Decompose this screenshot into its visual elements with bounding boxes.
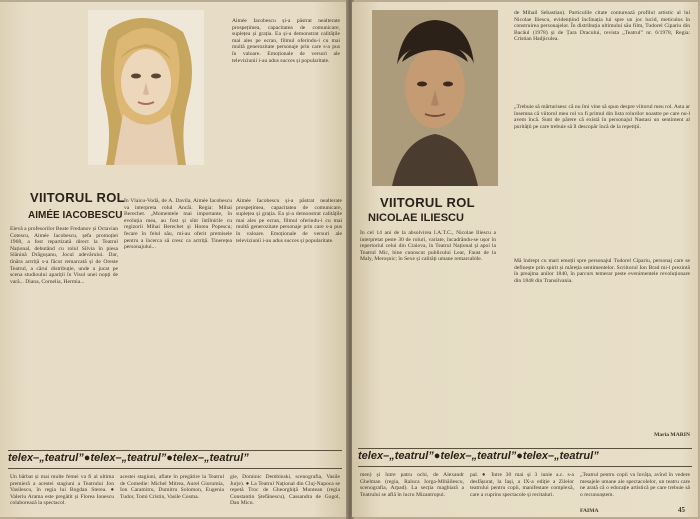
page-number: 45	[678, 506, 685, 514]
telex-bottom-rule	[358, 466, 692, 467]
intro-text: Elevă a profesorilor Beate Fredanov și Octavian Cotescu, Aimée Iacobescu, șefa promoției 1968, a fost repartizată direct la Teatrul Național, debutând cu rolul Silvia în piesa Slănină Drăgușanu, Jocul adevărului. Dar, tînăra actriță s-a făcut remarcată și de Oreste Teatrul, a cărui distribuție, unde a jucat pe scena studioului apariții în Visul unei nopți de vară... Diana, Cornelia, Hermia...	[10, 226, 118, 285]
middle-text-b: În Vlaicu-Vodă, de A. Davila, Aimée Iacobescu va interpreta rolul Ancăi. Regia: Mihai Berechet. „Momentele mai importante, în evoluția mea, au fost și sînt întîlnirile cu regizorii Mihai Berechet și Horea Popescu; fecare în felul său, mi-au oferit premisele pentru a încerca să cresc ca actriță. Tinerețea personajului...	[124, 198, 232, 251]
mid-right-column	[514, 104, 690, 254]
mid-right-text-b: Mă îndrept cu mari emoții spre personajul Tudorel Cipariu, personaj care se definește prin spirit și măreția sentimentelor. Scriitorul Ion Brad mi-l prezintă în preajma anilor 1840, în parcurs temerar peste evenimentele revoluționare din 1848 din Transilvania.	[514, 258, 690, 284]
bottom-column-1	[10, 474, 114, 516]
right-text: Aimée Iacobescu și-a păstrat nealterate prospețimea, capacitatea de comunicare, suplețea și grația. Ea și-a demonstrat calitățile mai ales pe ecran, filmul oferindu-i cu mai multă generozitate personaje prin care s-a pus în valoare. Emoționale de versuri ale televiziunii i-au adus succes și popularitate.	[236, 198, 342, 244]
bottom-text-2: pal. ● Între 30 mai și 3 iunie a.c. s-a desfășurat, la Iași, a IX-a ediție a Zilelor teatrului pentru copii, manifestare complexă, care a cuprins spectacole și recitaluri.	[470, 472, 574, 498]
bottom-column-1	[360, 472, 464, 516]
bottom-signature: FAIMA	[580, 508, 599, 514]
author-signature: Maria MARIN	[654, 432, 690, 438]
top-right-column	[514, 10, 690, 100]
bottom-column-3	[580, 472, 690, 506]
intro-column	[10, 226, 118, 448]
top-right-text: de Mihail Sebastian). Particulile citate conturează profilul artistic al lui Nicolae Iliescu, evidențiind înclinația lui spre un joc lucid, meticulos în construirea personajelor. În distribuția ultimului său film, Tudorel Cipariu din Bacăul (1978) și de Țara Dracului, revista „Teatrul” nr. 6/1978, Regia: Cristian Hadjiculea.	[514, 10, 690, 43]
telex-banner: telex–„teatrul”●telex–„teatrul”●telex–„teatrul”	[8, 452, 249, 464]
telex-bottom-rule	[8, 468, 342, 469]
right-page	[352, 2, 698, 517]
bottom-column-2	[120, 474, 224, 516]
portrait-nicolae-iliescu	[372, 10, 498, 186]
bottom-column-3	[230, 474, 340, 516]
telex-banner: telex–„teatrul”●telex–„teatrul”●telex–„teatrul”	[358, 450, 599, 462]
bottom-signature-block	[580, 506, 654, 515]
telex-top-rule	[358, 448, 692, 449]
right-column	[236, 198, 342, 448]
bottom-text-1: men) și între patru ochi, de Alexandr Ghelman (regia, Raluca Iorga-Mihăilescu, scenografia, Arpad). La secția maghiară a Teatrului se află în lucru Mizantropul.	[360, 472, 464, 498]
bottom-text-3: gie, Dominic Dembinski, scenografia, Vasile Jurje). ● La Teatrul Național din Cluj-Napoca se repetă Troc de Gheorghiță Muntean (regia Constantin Ștefănescu), Cassandra de Gogol, Dan Micu.	[230, 474, 340, 507]
bottom-text-3: „Teatrul pentru copii va învăța, avînd în vedere mesajele umane ale spectacolelor, un teatru care ne arată că o educație artistică pe care trebuie să o recunoaștem.	[580, 472, 690, 498]
rubric-title: VIITORUL ROL	[30, 190, 125, 205]
middle-column	[124, 198, 232, 448]
signature-block	[582, 430, 690, 440]
intro-text: În cel 14 ani de la absolvirea I.A.T.C., Nicolae Iliescu a interpretat peste 30 de roluri, variate, încadrându-se ușor în repertoriul celui din Craiova, în Teatrul Național și apoi la Teatrul Mic, bine cunoscut publicului Lear, Faust de la Maly, Meroșnic; în Sexe și calități umane remarcabile.	[360, 230, 496, 263]
bottom-text-2: acestei stagiuni, aflate în pregătire la Teatrul de Comedie: Michel Mitrea, Aurel Giurumia, Ion Caramitru, Dumitru Solomon, Eugenia Tudor, Tomi Cristin, Vasile Cosma.	[120, 474, 224, 500]
middle-column-top	[232, 18, 340, 190]
bottom-column-2	[470, 472, 574, 516]
middle-text-a: Aimée Iacobescu și-a păstrat nealterate prospețimea, capacitatea de comunicare, suplețea și grația. Ea și-a demonstrat calitățile mai ales pe ecran, filmul oferindu-i cu mai multă generozitate personaje prin care s-a pus în valoare. Emoționale de versuri ale televiziunii i-au adus succes și popularitate.	[232, 18, 340, 64]
intro-column	[360, 230, 496, 448]
portrait-aimee-iacobescu	[88, 10, 204, 165]
actor-name: NICOLAE ILIESCU	[368, 212, 464, 224]
left-page	[0, 2, 348, 517]
actor-name: AIMÉE IACOBESCU	[28, 210, 123, 221]
mid-right-text: „Trebuie să mărturisesc că nu îmi vine să spun despre viitorul meu rol. Asta ar însemna că viitorul meu rol va fi primul din lista rolurilor noastre pe care nu-l avem încă. Sunt de părere că există în personajul Nastasi un sentiment al purității pe care trebuie să îl descopăr încă de la repetiții.	[514, 104, 690, 130]
rubric-title: VIITORUL ROL	[380, 195, 475, 210]
telex-top-rule	[8, 450, 342, 451]
bottom-text-1: Un bărbat și mai multe femei va fi al ultima premieră a acestei stagiuni a Teatrului Jon Vasilescu, în regia lui Bogdan Sterea. ● Valeriu Arama este pregătit și Florea Ionescu colaborează la spectacol.	[10, 474, 114, 507]
mid-right-column-b	[514, 258, 690, 426]
